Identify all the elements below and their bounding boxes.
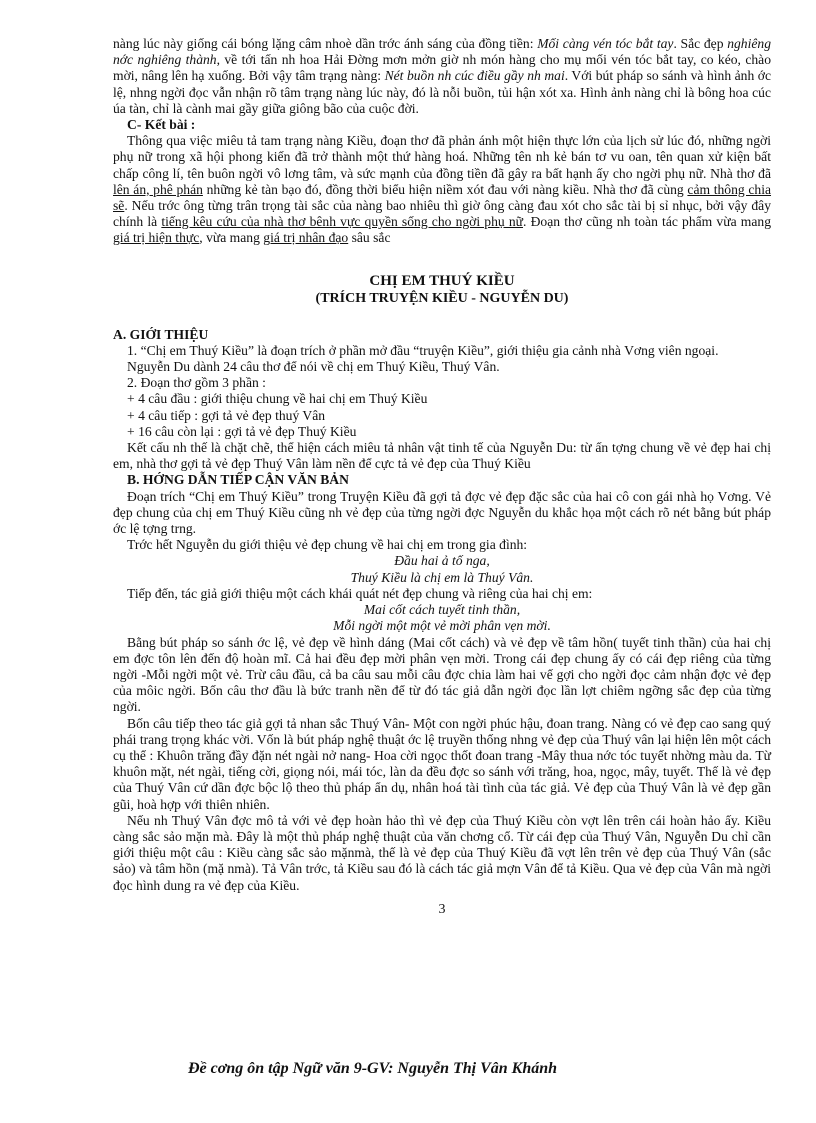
- paragraph: Bốn câu tiếp theo tác giả gợi tả nhan sắc Thuý Vân- Một con ngời phúc hậu, đoan trang. Nàng có vẻ đẹp cao sang quý phái trang trọng khác vời. Vốn là bút pháp nghệ thuật ớc lệ truyền thống nhng vẻ đẹp của Thuý vân lại hiện lên một cách cụ thể : Khuôn trăng đầy đặn nét ngài nở nang- Hoa cời ngọc thốt đoan trang -Mây thua nớc tóc tuyết nhờng màu da. Từ khuôn mặt, nét ngài, tiếng cời, giọng nói, mái tóc, làn da đều đợc so sánh với trăng, hoa, ngọc, mây, tuyết. Thế là vẻ đẹp của Thuý Vân cứ dần đợc bộc lộ theo thủ pháp ẩn dụ, nhân hoá tài tình của tác giả. Vẻ đẹp của Thuý Vân là vẻ đẹp gần gũi, hoà hợp với thiên nhiên.: [113, 715, 771, 812]
- paragraph: Nếu nh Thuý Vân đợc mô tả với vẻ đẹp hoàn hảo thì vẻ đẹp của Thuý Kiều còn vợt lên trên cái hoàn hảo ấy. Kiều càng sắc sảo mặn mà. Đây là một thủ pháp nghệ thuật của văn chơng cổ. Từ cái đẹp của Thuý Vân, Nguyễn Du chỉ cần giới thiệu một câu : Kiều càng sắc sảo mặnmà, thế là vẻ đẹp của Thuý Kiều đã vợt lên trên vẻ đẹp của Thuý Vân (sắc sảo) và tâm hồn (mặ nmà). Tả Vân trớc, tả Kiều sau đó là cách tác giả mợn Vân để tả Kiều. Qua vẻ đẹp của Vân mà ngời đọc hình dung ra vẻ đẹp của Kiều.: [113, 812, 771, 893]
- list-item: + 4 câu tiếp : gợi tả vẻ đẹp thuý Vân: [127, 407, 326, 423]
- conclusion-paragraph: Thông qua việc miêu tả tam trạng nàng Kiều, đoạn thơ đã phản ánh một hiện thực lớn của lịch sử lúc đó, những ngời phụ nữ trong xã hội phong kiến đã trở thành một thứ hàng hoá. Những tên nh kẻ bán tơ vu oan, tên quan xử kiện bất chấp công lí, tên buôn ngời vô lơng tâm, và sức mạnh của đồng tiền đã gây ra bất hạnh ấy cho ngời phụ nữ. Nhà thơ đã lên án, phê phán những kẻ tàn bạo đó, đồng thời biểu hiện niềm xót đau với nàng kiều. Nhà thơ đã cùng cảm thông chia sẽ. Nếu trớc ông từng trân trọng tài sắc của nàng bao nhiêu thì giờ ông càng đau xót cho sắc tài bị sỉ nhục, bởi vậy đây chính là tiếng kêu cứu của nhà thơ bênh vực quyền sống cho ngời phụ nữ. Đoạn thơ cũng nh toàn tác phẩm vừa mang giá trị hiện thực, vừa mang giá trị nhân đạo sâu sắc: [113, 133, 772, 246]
- page-subtitle: (TRÍCH TRUYỆN KIỀU - NGUYỄN DU): [315, 290, 569, 306]
- paragraph: Bằng bút pháp so sánh ớc lệ, vẻ đẹp về hình dáng (Mai cốt cách) và vẻ đẹp về tâm hồn( tuyết tinh thần) của hai chị em đợc tôn lên đến độ hoàn mĩ. Cả hai đều đẹp mời phân vẹn mời. Trong cái đẹp chung ấy có cái đẹp riêng của từng ngời -Mỗi ngời một vẻ. Trừ câu đầu, cả ba câu sau mỗi câu đợc chia làm hai vế gợi cho ngời đọc cảm nhận đợc vẻ đẹp của môic ngời. Bốn câu thơ đầu là bức tranh nền để từ đó tác giả dẫn ngời đọc lần lợt chiêm ngỡng sắc đẹp của từng ngời.: [113, 634, 771, 715]
- paragraph: Kết cấu nh thế là chặt chẽ, thể hiện cách miêu tả nhân vật tinh tế của Nguyễn Du: từ ấn tợng chung về vẻ đẹp hai chị em, nhà thơ gợi tả vẻ đẹp Thuý Vân làm nền để cực tả vẻ đẹp của Thuý Kiều: [113, 440, 771, 472]
- page-number: 3: [438, 901, 446, 917]
- verse-line: Thuý Kiều là chị em là Thuý Vân.: [350, 569, 534, 585]
- section-title: [113, 273, 771, 307]
- paragraph: 1. “Chị em Thuý Kiều” là đoạn trích ở phần mở đầu “truyện Kiều”, giới thiệu gia cảnh nhà Vơng viên ngoại.: [127, 342, 719, 358]
- paragraph: Tiếp đến, tác giả giới thiệu một cách khái quát nét đẹp chung và riêng của hai chị em:: [127, 585, 593, 601]
- quote: Mối càng vén tóc bắt tay: [537, 36, 674, 51]
- paragraph: 2. Đoạn thơ gồm 3 phần :: [127, 375, 266, 391]
- paragraph: Trớc hết Nguyễn du giới thiệu vẻ đẹp chung về hai chị em trong gia đình:: [127, 537, 528, 553]
- paragraph: Đoạn trích “Chị em Thuý Kiều” trong Truyện Kiều đã gợi tả đợc vẻ đẹp đặc sắc của hai cô con gái nhà họ Vơng. Vẻ đẹp chung của chị em Thuý Kiều cũng nh vẻ đẹp của từng ngời đợc Nguyễn du khắc họa một cách rõ nét bằng bút pháp ớc lệ tợng trng.: [113, 488, 771, 537]
- list-item: + 4 câu đầu : giới thiệu chung về hai chị em Thuý Kiều: [127, 391, 428, 407]
- page-footer: Đề cơng ôn tập Ngữ văn 9-GV: Nguyễn Thị Vân Khánh: [188, 1060, 558, 1077]
- verse-line: Mỗi ngời một một vẻ mời phân vẹn mời.: [333, 618, 551, 634]
- paragraph-kieu-sadness: nàng lúc này giống cái bóng lặng câm nhoè dần trớc ánh sáng của đồng tiền: Mối càng vén tóc bắt tay. Sắc đẹp nghiêng nớc nghiêng thành, về tới tấn nh hoa Hải Đờng mơn mởn giờ nh món hàng cho mụ mối vén tóc bắt tay, co kéo, chào mời, nâng lên hạ xuống. Bởi vậy tâm trạng nàng: Nét buồn nh cúc điều gầy nh mai. Với bút pháp so sánh và hình ảnh ớc lệ, nhng ngời đọc vẫn nhận rõ tâm trạng nàng lúc này, đó là nỗi buồn, tủi hận xót xa. Hình ảnh nàng chỉ là bông hoa cúc úa tàn, chỉ là cành mai gầy giữa giông bão của cuộc đời.: [113, 36, 772, 116]
- verse-line: Mai cốt cách tuyết tinh thần,: [363, 602, 521, 618]
- page-title: CHỊ EM THUÝ KIỀU: [369, 272, 515, 289]
- list-item: + 16 câu còn lại : gợi tả vẻ đẹp Thuý Kiều: [127, 423, 357, 439]
- quote: nghiêng nớc nghiêng thành: [113, 36, 771, 68]
- heading-approach: B. HỚNG DẪN TIẾP CẬN VĂN BẢN: [127, 472, 349, 488]
- conclusion-heading: C- Kết bài :: [127, 117, 196, 133]
- heading-introduction: A. GIỚI THIỆU: [113, 326, 209, 342]
- quote: Nét buồn nh cúc điều gầy nh mai: [384, 68, 565, 84]
- verse-line: Đầu hai ả tố nga,: [394, 553, 490, 569]
- paragraph: Nguyễn Du dành 24 câu thơ để nói về chị em Thuý Kiều, Thuý Vân.: [127, 359, 500, 375]
- document-page: [113, 36, 771, 918]
